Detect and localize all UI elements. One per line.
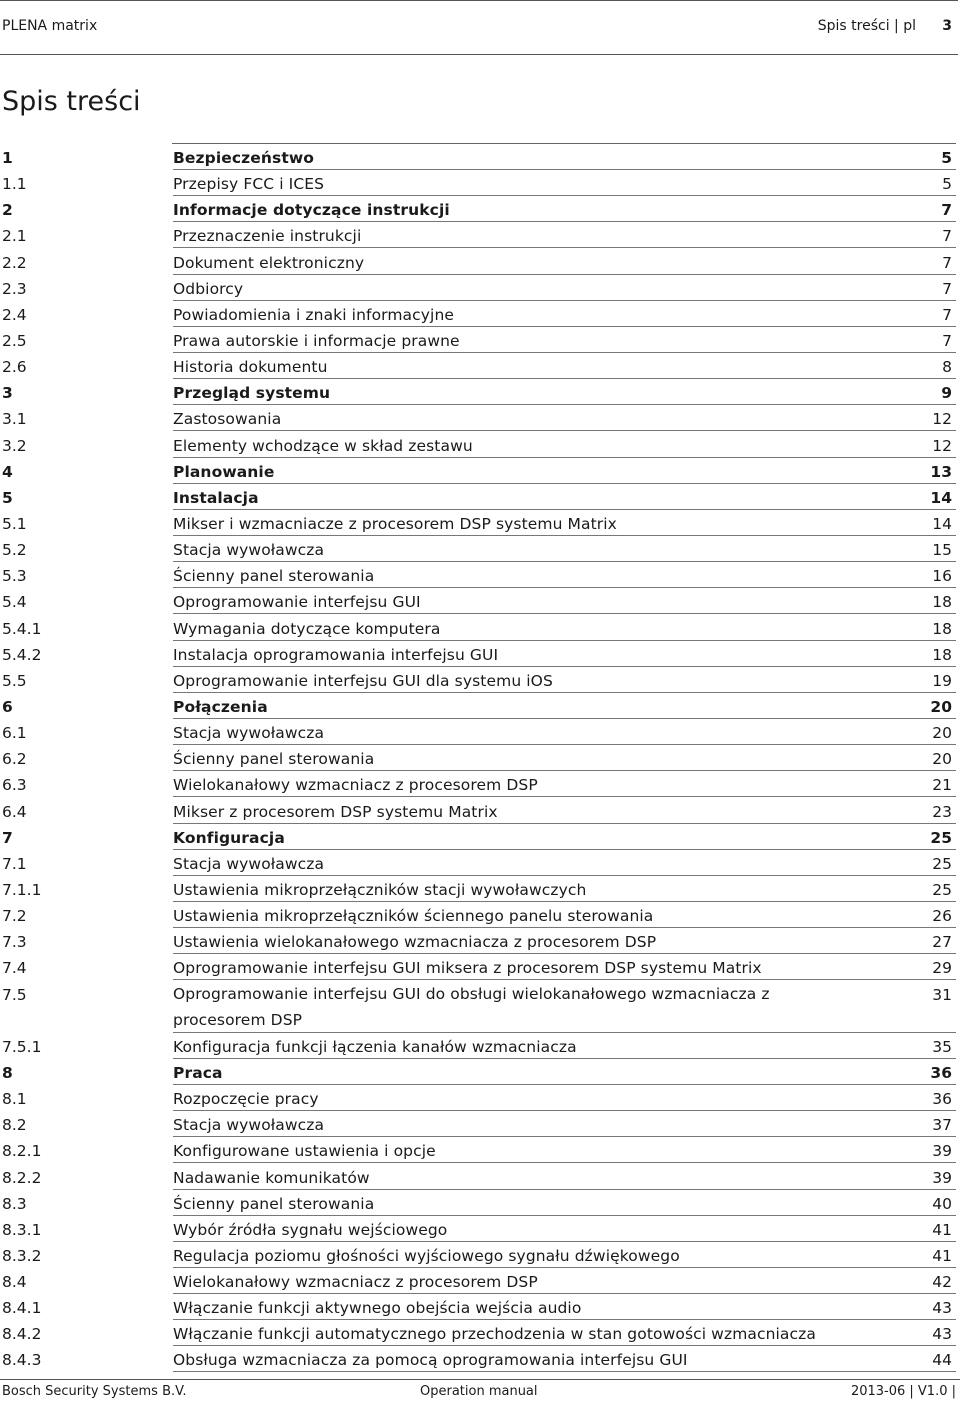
toc-entry[interactable] xyxy=(0,275,960,301)
toc-entry-title: Wielokanałowy wzmacniacz z procesorem DSP xyxy=(173,776,538,795)
toc-entry[interactable] xyxy=(0,1268,960,1294)
toc-entry-page: 7 xyxy=(942,331,952,350)
toc-entry[interactable] xyxy=(0,405,960,431)
toc-entry[interactable] xyxy=(0,902,960,928)
toc-entry[interactable] xyxy=(0,1216,960,1242)
toc-entry-page: 7 xyxy=(942,279,952,298)
toc-entry-title: Regulacja poziomu głośności wyjściowego sygnału dźwiękowego xyxy=(173,1246,680,1265)
toc-entry-title: Przeznaczenie instrukcji xyxy=(173,227,362,246)
toc-entry-page: 18 xyxy=(932,593,952,612)
toc-entry-number: 8.1 xyxy=(2,1090,27,1109)
toc-entry[interactable] xyxy=(0,301,960,327)
toc-entry-title: Ścienny panel sterowania xyxy=(173,750,375,769)
toc-entry-number: 8.4.1 xyxy=(2,1299,42,1318)
toc-entry[interactable] xyxy=(0,954,960,980)
toc-entry[interactable] xyxy=(0,1164,960,1190)
toc-entry-number: 7.3 xyxy=(2,933,27,952)
toc-entry-title-cell xyxy=(173,1059,956,1085)
toc-entry-title: Przepisy FCC i ICES xyxy=(173,175,325,194)
toc-entry-number: 8.3.1 xyxy=(2,1220,42,1239)
toc-entry-number: 8.2 xyxy=(2,1116,27,1135)
header-top-rule xyxy=(0,0,958,1)
toc-entry[interactable] xyxy=(0,1111,960,1137)
toc-entry-page: 29 xyxy=(932,959,952,978)
toc-entry-title: Oprogramowanie interfejsu GUI xyxy=(173,593,421,612)
toc-entry-number: 7.5 xyxy=(2,985,27,1004)
toc-entry-title-cell xyxy=(173,353,956,379)
toc-entry-page: 31 xyxy=(932,985,952,1004)
toc-entry[interactable] xyxy=(0,379,960,405)
toc-entry-page: 15 xyxy=(932,541,952,560)
toc-entry-number: 8.4 xyxy=(2,1273,27,1292)
toc-entry[interactable] xyxy=(0,667,960,693)
toc-entry[interactable] xyxy=(0,641,960,667)
toc-entry-title: Obsługa wzmacniacza za pomocą oprogramowania interfejsu GUI xyxy=(173,1351,688,1370)
footer-version: 2013-06 | V1.0 | xyxy=(850,1384,956,1399)
toc-entry-title-cell xyxy=(173,667,956,693)
toc-entry-page: 41 xyxy=(932,1246,952,1265)
toc-entry-title-cell xyxy=(173,405,956,431)
toc-entry-title: Konfiguracja funkcji łączenia kanałów wzmacniacza xyxy=(173,1037,577,1056)
toc-entry-title-cell xyxy=(173,1085,956,1111)
toc-entry-title: Rozpoczęcie pracy xyxy=(173,1090,319,1109)
toc-entry-number: 5 xyxy=(2,488,13,507)
toc-entry-page: 13 xyxy=(930,462,952,481)
toc-entry[interactable] xyxy=(0,693,960,719)
toc-entry-number: 8.3.2 xyxy=(2,1246,42,1265)
toc-entry-number: 8.4.2 xyxy=(2,1325,42,1344)
toc-entry-title-cell xyxy=(173,719,956,745)
toc-entry-page: 36 xyxy=(932,1090,952,1109)
toc-entry[interactable] xyxy=(0,850,960,876)
toc-entry-number: 4 xyxy=(2,462,13,481)
toc-entry-page: 7 xyxy=(941,201,952,220)
toc-entry[interactable] xyxy=(0,1085,960,1111)
toc-entry-title-cell xyxy=(173,1242,956,1268)
table-of-contents xyxy=(0,144,960,1373)
toc-entry-page: 19 xyxy=(932,671,952,690)
toc-entry[interactable] xyxy=(0,458,960,484)
toc-entry-title-cell xyxy=(173,641,956,667)
toc-entry-number: 8 xyxy=(2,1063,13,1082)
toc-entry-number: 7.4 xyxy=(2,959,27,978)
toc-entry-title: Przegląd systemu xyxy=(173,384,331,403)
toc-entry-page: 14 xyxy=(930,488,952,507)
toc-entry-title-cell xyxy=(173,771,956,797)
toc-entry-title-cell xyxy=(173,824,956,850)
toc-entry-title: Nadawanie komunikatów xyxy=(173,1168,370,1187)
toc-entry-number: 6.4 xyxy=(2,802,27,821)
toc-entry-page: 12 xyxy=(932,410,952,429)
toc-entry-number: 2.5 xyxy=(2,331,27,350)
header-page-number: 3 xyxy=(942,18,952,34)
toc-entry[interactable] xyxy=(0,222,960,248)
toc-entry-page: 7 xyxy=(942,253,952,272)
toc-entry-title: Mikser i wzmacniacze z procesorem DSP systemu Matrix xyxy=(173,514,617,533)
toc-entry[interactable] xyxy=(0,615,960,641)
toc-entry[interactable] xyxy=(0,1294,960,1320)
header-product-name: PLENA matrix xyxy=(2,18,98,34)
toc-entry[interactable] xyxy=(0,928,960,954)
toc-entry-page: 37 xyxy=(932,1116,952,1135)
toc-entry-number: 8.4.3 xyxy=(2,1351,42,1370)
toc-entry-title: Stacja wywoławcza xyxy=(173,724,325,743)
toc-entry-page: 21 xyxy=(932,776,952,795)
toc-entry-number: 2.3 xyxy=(2,279,27,298)
toc-entry-title-cell xyxy=(173,275,956,301)
toc-entry-title: Oprogramowanie interfejsu GUI do obsługi wielokanałowego wzmacniacza z procesorem DSP xyxy=(173,984,770,1029)
toc-entry-number: 6.3 xyxy=(2,776,27,795)
toc-entry-title-cell xyxy=(173,144,956,170)
toc-entry-title-cell xyxy=(173,745,956,771)
toc-entry-page: 43 xyxy=(932,1325,952,1344)
toc-entry[interactable] xyxy=(0,745,960,771)
toc-entry-number: 2.4 xyxy=(2,305,27,324)
page-title: Spis treści xyxy=(2,86,141,117)
toc-entry-number: 2 xyxy=(2,201,13,220)
toc-entry-title-cell xyxy=(173,562,956,588)
toc-entry-title-cell xyxy=(173,301,956,327)
toc-entry-title-cell xyxy=(173,510,956,536)
footer-company: Bosch Security Systems B.V. xyxy=(2,1384,187,1399)
toc-entry[interactable] xyxy=(0,1033,960,1059)
toc-entry-number: 7.1.1 xyxy=(2,880,42,899)
toc-entry-title: Dokument elektroniczny xyxy=(173,253,365,272)
toc-entry-title: Wymagania dotyczące komputera xyxy=(173,619,441,638)
toc-entry-number: 7 xyxy=(2,828,13,847)
toc-entry-number: 2.2 xyxy=(2,253,27,272)
toc-entry-title: Konfiguracja xyxy=(173,828,285,847)
toc-entry-title-cell xyxy=(173,1111,956,1137)
toc-entry[interactable] xyxy=(0,798,960,824)
toc-entry[interactable] xyxy=(0,249,960,275)
toc-entry-title-cell xyxy=(173,954,956,980)
toc-entry-title: Instalacja oprogramowania interfejsu GUI xyxy=(173,645,499,664)
toc-entry-page: 39 xyxy=(932,1168,952,1187)
toc-entry-page: 8 xyxy=(942,358,952,377)
toc-entry-title-cell xyxy=(173,1294,956,1320)
toc-entry[interactable] xyxy=(0,771,960,797)
toc-entry-title: Wybór źródła sygnału wejściowego xyxy=(173,1220,448,1239)
toc-entry-title: Oprogramowanie interfejsu GUI miksera z procesorem DSP systemu Matrix xyxy=(173,959,762,978)
toc-entry-title: Zastosowania xyxy=(173,410,282,429)
toc-entry-number: 5.3 xyxy=(2,567,27,586)
toc-entry[interactable] xyxy=(0,1242,960,1268)
toc-entry-title-cell xyxy=(173,196,956,222)
toc-entry-title: Informacje dotyczące instrukcji xyxy=(173,201,450,220)
toc-entry-number: 5.1 xyxy=(2,514,27,533)
toc-entry-title: Prawa autorskie i informacje prawne xyxy=(173,331,460,350)
toc-entry-page: 42 xyxy=(932,1273,952,1292)
toc-entry[interactable] xyxy=(0,353,960,379)
header-section-name: Spis treści | pl xyxy=(817,18,916,34)
toc-entry-page: 14 xyxy=(932,514,952,533)
toc-entry-title-cell xyxy=(173,379,956,405)
toc-entry-title-cell xyxy=(173,458,956,484)
toc-entry-page: 7 xyxy=(942,305,952,324)
toc-entry-title-cell xyxy=(173,327,956,353)
toc-entry-title-cell xyxy=(173,928,956,954)
toc-entry-page: 18 xyxy=(932,619,952,638)
toc-entry[interactable] xyxy=(0,536,960,562)
toc-entry-title: Instalacja xyxy=(173,488,259,507)
toc-entry-page: 12 xyxy=(932,436,952,455)
toc-entry-title-cell xyxy=(173,902,956,928)
toc-entry-number: 5.4 xyxy=(2,593,27,612)
toc-entry-page: 16 xyxy=(932,567,952,586)
toc-entry-page: 9 xyxy=(941,384,952,403)
toc-entry-title: Wielokanałowy wzmacniacz z procesorem DSP xyxy=(173,1273,538,1292)
page-footer xyxy=(0,1379,960,1401)
toc-entry-title-cell xyxy=(173,1216,956,1242)
toc-entry-page: 27 xyxy=(932,933,952,952)
toc-entry-number: 6.1 xyxy=(2,724,27,743)
toc-entry-number: 7.1 xyxy=(2,854,27,873)
toc-entry[interactable] xyxy=(0,327,960,353)
toc-entry-page: 39 xyxy=(932,1142,952,1161)
toc-entry-number: 1.1 xyxy=(2,175,27,194)
toc-entry-number: 2.6 xyxy=(2,358,27,377)
toc-entry[interactable] xyxy=(0,1346,960,1372)
toc-entry[interactable] xyxy=(0,562,960,588)
toc-entry-title: Włączanie funkcji automatycznego przechodzenia w stan gotowości wzmacniacza xyxy=(173,1325,816,1344)
toc-entry-page: 35 xyxy=(932,1037,952,1056)
toc-entry-title: Ścienny panel sterowania xyxy=(173,1194,375,1213)
toc-entry-title: Planowanie xyxy=(173,462,275,481)
toc-entry[interactable] xyxy=(0,1190,960,1216)
toc-entry-page: 20 xyxy=(932,750,952,769)
toc-entry-title: Praca xyxy=(173,1063,223,1082)
toc-entry[interactable] xyxy=(0,144,960,170)
toc-entry-title: Ścienny panel sterowania xyxy=(173,567,375,586)
toc-entry-title: Ustawienia wielokanałowego wzmacniacza z procesorem DSP xyxy=(173,933,657,952)
toc-entry-page: 25 xyxy=(930,828,952,847)
toc-entry-number: 7.2 xyxy=(2,907,27,926)
toc-entry-title-cell xyxy=(173,1346,956,1372)
toc-entry-title: Ustawienia mikroprzełączników ściennego panelu sterowania xyxy=(173,907,654,926)
toc-entry-title: Konfigurowane ustawienia i opcje xyxy=(173,1142,436,1161)
toc-entry-number: 3.2 xyxy=(2,436,27,455)
toc-entry-page: 40 xyxy=(932,1194,952,1213)
toc-entry-number: 8.2.2 xyxy=(2,1168,42,1187)
toc-entry-title-cell xyxy=(173,1164,956,1190)
toc-entry-page: 7 xyxy=(942,227,952,246)
toc-entry-number: 8.3 xyxy=(2,1194,27,1213)
toc-entry-title: Stacja wywoławcza xyxy=(173,854,325,873)
toc-entry-title: Połączenia xyxy=(173,697,268,716)
toc-entry-title-cell xyxy=(173,588,956,614)
toc-entry-title-cell xyxy=(173,536,956,562)
toc-entry-title: Elementy wchodzące w skład zestawu xyxy=(173,436,473,455)
toc-entry-page: 41 xyxy=(932,1220,952,1239)
toc-entry-number: 6.2 xyxy=(2,750,27,769)
toc-entry[interactable] xyxy=(0,432,960,458)
toc-entry-title-cell xyxy=(173,693,956,719)
toc-entry-page: 26 xyxy=(932,907,952,926)
toc-entry-page: 20 xyxy=(932,724,952,743)
toc-entry-number: 7.5.1 xyxy=(2,1037,42,1056)
toc-entry-page: 18 xyxy=(932,645,952,664)
toc-entry-page: 25 xyxy=(932,854,952,873)
toc-entry-title-cell xyxy=(173,850,956,876)
toc-entry[interactable] xyxy=(0,719,960,745)
toc-entry-number: 5.2 xyxy=(2,541,27,560)
toc-entry-title-cell xyxy=(173,484,956,510)
toc-entry-number: 5.4.1 xyxy=(2,619,42,638)
toc-entry-number: 1 xyxy=(2,149,13,167)
toc-entry[interactable] xyxy=(0,981,960,1033)
toc-entry[interactable] xyxy=(0,1137,960,1163)
toc-entry-title-cell xyxy=(173,432,956,458)
toc-entry-page: 23 xyxy=(932,802,952,821)
toc-entry-title-cell xyxy=(173,249,956,275)
toc-entry-title-cell xyxy=(173,1320,956,1346)
toc-entry-title-cell xyxy=(173,1137,956,1163)
toc-entry[interactable] xyxy=(0,510,960,536)
toc-entry-number: 6 xyxy=(2,697,13,716)
toc-entry-title: Ustawienia mikroprzełączników stacji wywoławczych xyxy=(173,880,587,899)
toc-entry[interactable] xyxy=(0,484,960,510)
toc-entry-title: Historia dokumentu xyxy=(173,358,328,377)
toc-entry-number: 8.2.1 xyxy=(2,1142,42,1161)
toc-entry-page: 5 xyxy=(941,149,952,167)
toc-entry-number: 2.1 xyxy=(2,227,27,246)
toc-entry-page: 43 xyxy=(932,1299,952,1318)
toc-entry[interactable] xyxy=(0,196,960,222)
toc-entry-page: 25 xyxy=(932,880,952,899)
toc-entry-page: 36 xyxy=(930,1063,952,1082)
footer-document-type: Operation manual xyxy=(420,1384,538,1399)
toc-entry-title-cell xyxy=(173,1033,956,1059)
toc-entry-number: 3.1 xyxy=(2,410,27,429)
toc-entry-title-cell xyxy=(173,1190,956,1216)
toc-entry-title-cell xyxy=(173,1268,956,1294)
toc-entry-title-cell xyxy=(173,170,956,196)
toc-entry[interactable] xyxy=(0,1320,960,1346)
toc-entry-title-cell xyxy=(173,798,956,824)
toc-entry-number: 5.4.2 xyxy=(2,645,42,664)
toc-entry-title: Odbiorcy xyxy=(173,279,244,298)
toc-entry-page: 44 xyxy=(932,1351,952,1370)
toc-entry-title: Oprogramowanie interfejsu GUI dla systemu iOS xyxy=(173,671,553,690)
toc-entry-title: Bezpieczeństwo xyxy=(173,149,315,167)
toc-entry-title-cell xyxy=(173,222,956,248)
toc-entry-title: Włączanie funkcji aktywnego obejścia wejścia audio xyxy=(173,1299,582,1318)
toc-entry-title: Stacja wywoławcza xyxy=(173,1116,325,1135)
toc-entry-title: Mikser z procesorem DSP systemu Matrix xyxy=(173,802,498,821)
toc-entry[interactable] xyxy=(0,824,960,850)
toc-entry-title-cell xyxy=(173,981,956,1033)
toc-entry-page: 20 xyxy=(930,697,952,716)
toc-entry[interactable] xyxy=(0,588,960,614)
toc-entry-title: Stacja wywoławcza xyxy=(173,541,325,560)
toc-entry-title-cell xyxy=(173,876,956,902)
toc-entry[interactable] xyxy=(0,876,960,902)
toc-entry[interactable] xyxy=(0,170,960,196)
toc-entry-number: 3 xyxy=(2,384,13,403)
toc-entry-number: 5.5 xyxy=(2,671,27,690)
page-header xyxy=(0,0,958,55)
toc-entry[interactable] xyxy=(0,1059,960,1085)
toc-entry-title-cell xyxy=(173,615,956,641)
toc-entry-title: Powiadomienia i znaki informacyjne xyxy=(173,305,455,324)
toc-entry-page: 5 xyxy=(942,175,952,194)
